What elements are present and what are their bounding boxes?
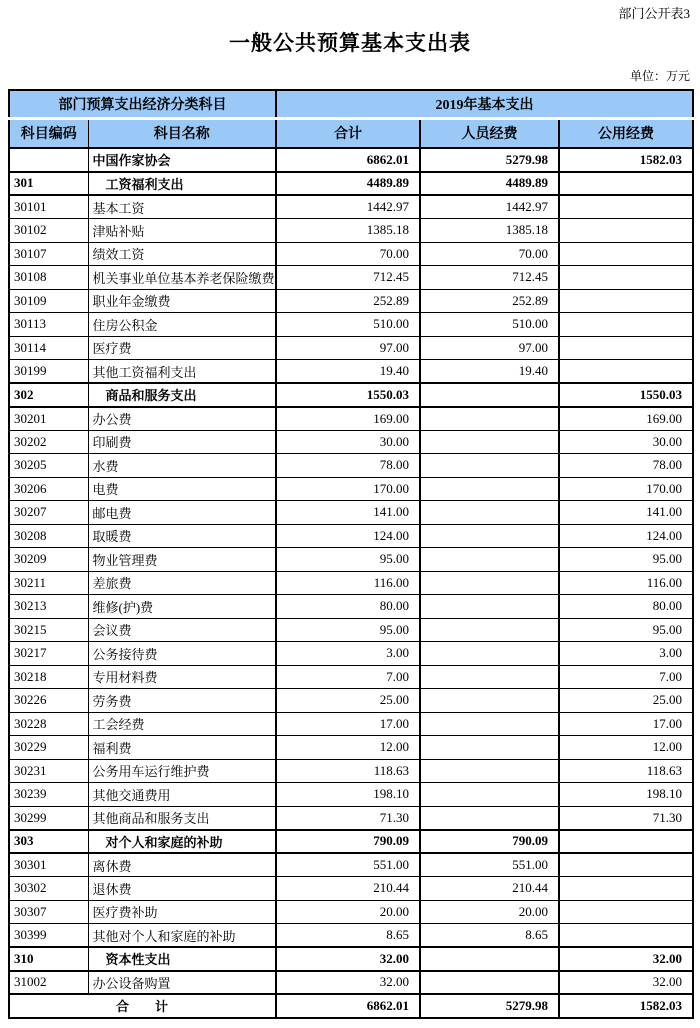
cell-subject-name: 办公设备购置: [88, 971, 276, 995]
cell-public-amount: [559, 172, 693, 196]
table-header: [9, 90, 693, 148]
cell-subject-name: 物业管理费: [88, 548, 276, 572]
table-row: [9, 595, 693, 619]
cell-total-amount: 1550.03: [276, 383, 420, 407]
table-row: [9, 642, 693, 666]
cell-personnel-amount: [420, 736, 559, 760]
cell-total-amount: 1442.97: [276, 195, 420, 219]
cell-public-amount: [559, 242, 693, 266]
header-col-personnel: 人员经费: [420, 118, 559, 148]
cell-public-amount: [559, 313, 693, 337]
cell-personnel-amount: [420, 947, 559, 971]
cell-public-amount: [559, 853, 693, 877]
cell-subject-code: 30109: [9, 289, 88, 313]
cell-public-amount: 80.00: [559, 595, 693, 619]
cell-total-amount: 118.63: [276, 759, 420, 783]
cell-subject-name: 工会经费: [88, 712, 276, 736]
cell-personnel-amount: [420, 665, 559, 689]
cell-public-amount: [559, 289, 693, 313]
cell-subject-code: 303: [9, 830, 88, 854]
cell-subject-code: 301: [9, 172, 88, 196]
cell-personnel-amount: 1385.18: [420, 219, 559, 243]
cell-personnel-amount: [420, 595, 559, 619]
cell-subject-code: 30113: [9, 313, 88, 337]
cell-subject-name: 办公费: [88, 407, 276, 431]
cell-subject-code: 30307: [9, 900, 88, 924]
cell-total-amount: 170.00: [276, 477, 420, 501]
cell-subject-name: 工资福利支出: [88, 172, 276, 196]
cell-subject-name: 退休费: [88, 877, 276, 901]
table-row: [9, 665, 693, 689]
cell-public-amount: [559, 877, 693, 901]
cell-personnel-amount: [420, 759, 559, 783]
cell-subject-name: 专用材料费: [88, 665, 276, 689]
cell-subject-code: 30218: [9, 665, 88, 689]
table-row: [9, 736, 693, 760]
cell-public-amount: 1582.03: [559, 994, 693, 1018]
cell-total-amount: 71.30: [276, 806, 420, 830]
cell-subject-name: 公务用车运行维护费: [88, 759, 276, 783]
cell-subject-code: [9, 148, 88, 172]
table-row: [9, 877, 693, 901]
cell-public-amount: [559, 830, 693, 854]
table-row: [9, 900, 693, 924]
cell-public-amount: 1550.03: [559, 383, 693, 407]
table-row: [9, 172, 693, 196]
cell-total-amount: 141.00: [276, 501, 420, 525]
cell-public-amount: 7.00: [559, 665, 693, 689]
cell-public-amount: 3.00: [559, 642, 693, 666]
cell-total-amount: 8.65: [276, 924, 420, 948]
cell-subject-code: 310: [9, 947, 88, 971]
table-row: [9, 242, 693, 266]
table-row: [9, 830, 693, 854]
cell-public-amount: [559, 360, 693, 384]
cell-total-amount: 1385.18: [276, 219, 420, 243]
cell-public-amount: 30.00: [559, 430, 693, 454]
cell-total-amount: 790.09: [276, 830, 420, 854]
cell-personnel-amount: [420, 454, 559, 478]
cell-subject-name: 津贴补贴: [88, 219, 276, 243]
cell-subject-code: 30301: [9, 853, 88, 877]
header-group-row: [9, 90, 693, 118]
cell-personnel-amount: 551.00: [420, 853, 559, 877]
table-row: [9, 712, 693, 736]
cell-personnel-amount: 97.00: [420, 336, 559, 360]
table-row: [9, 148, 693, 172]
cell-subject-name: 公务接待费: [88, 642, 276, 666]
cell-total-amount: 25.00: [276, 689, 420, 713]
cell-public-amount: 1582.03: [559, 148, 693, 172]
table-row: [9, 266, 693, 290]
cell-subject-name: 机关事业单位基本养老保险缴费: [88, 266, 276, 290]
table-row: [9, 477, 693, 501]
cell-subject-name: 合 计: [9, 994, 276, 1018]
table-row: [9, 947, 693, 971]
cell-total-amount: 20.00: [276, 900, 420, 924]
table-row: [9, 548, 693, 572]
cell-public-amount: 17.00: [559, 712, 693, 736]
cell-public-amount: [559, 195, 693, 219]
cell-total-amount: 510.00: [276, 313, 420, 337]
cell-subject-code: 30217: [9, 642, 88, 666]
cell-personnel-amount: [420, 712, 559, 736]
cell-personnel-amount: [420, 501, 559, 525]
cell-total-amount: 32.00: [276, 971, 420, 995]
table-row: [9, 783, 693, 807]
cell-public-amount: 12.00: [559, 736, 693, 760]
cell-public-amount: [559, 900, 693, 924]
cell-personnel-amount: [420, 477, 559, 501]
cell-personnel-amount: [420, 971, 559, 995]
table-row: [9, 360, 693, 384]
cell-subject-name: 离休费: [88, 853, 276, 877]
cell-total-amount: 30.00: [276, 430, 420, 454]
cell-subject-name: 其他工资福利支出: [88, 360, 276, 384]
header-col-total: 合计: [276, 118, 420, 148]
cell-public-amount: 32.00: [559, 971, 693, 995]
cell-public-amount: 169.00: [559, 407, 693, 431]
cell-public-amount: [559, 924, 693, 948]
cell-subject-name: 电费: [88, 477, 276, 501]
cell-subject-name: 取暖费: [88, 524, 276, 548]
cell-personnel-amount: 5279.98: [420, 994, 559, 1018]
cell-personnel-amount: 5279.98: [420, 148, 559, 172]
cell-public-amount: [559, 336, 693, 360]
cell-subject-code: 30114: [9, 336, 88, 360]
cell-personnel-amount: [420, 383, 559, 407]
table-row: [9, 336, 693, 360]
cell-personnel-amount: [420, 407, 559, 431]
cell-subject-code: 30101: [9, 195, 88, 219]
cell-total-amount: 7.00: [276, 665, 420, 689]
cell-subject-code: 30215: [9, 618, 88, 642]
cell-total-amount: 6862.01: [276, 994, 420, 1018]
header-group-left: 部门预算支出经济分类科目: [9, 90, 276, 118]
cell-total-amount: 4489.89: [276, 172, 420, 196]
cell-public-amount: 25.00: [559, 689, 693, 713]
cell-personnel-amount: 790.09: [420, 830, 559, 854]
cell-subject-name: 对个人和家庭的补助: [88, 830, 276, 854]
cell-subject-code: 30209: [9, 548, 88, 572]
cell-subject-name: 福利费: [88, 736, 276, 760]
cell-total-amount: 70.00: [276, 242, 420, 266]
cell-subject-code: 30205: [9, 454, 88, 478]
cell-public-amount: 116.00: [559, 571, 693, 595]
cell-personnel-amount: [420, 783, 559, 807]
cell-personnel-amount: 20.00: [420, 900, 559, 924]
table-row: [9, 219, 693, 243]
cell-total-amount: 3.00: [276, 642, 420, 666]
cell-subject-name: 劳务费: [88, 689, 276, 713]
cell-total-amount: 32.00: [276, 947, 420, 971]
cell-subject-code: 30199: [9, 360, 88, 384]
table-body: [9, 148, 693, 1018]
table-row: [9, 994, 693, 1018]
cell-total-amount: 6862.01: [276, 148, 420, 172]
cell-total-amount: 12.00: [276, 736, 420, 760]
table-row: [9, 971, 693, 995]
cell-public-amount: 32.00: [559, 947, 693, 971]
table-row: [9, 195, 693, 219]
cell-subject-name: 差旅费: [88, 571, 276, 595]
cell-public-amount: 170.00: [559, 477, 693, 501]
cell-subject-name: 医疗费补助: [88, 900, 276, 924]
cell-subject-code: 30107: [9, 242, 88, 266]
unit-label: 单位：万元: [629, 69, 690, 83]
cell-personnel-amount: [420, 548, 559, 572]
cell-public-amount: 198.10: [559, 783, 693, 807]
table-row: [9, 313, 693, 337]
header-columns-row: [9, 118, 693, 148]
cell-public-amount: 118.63: [559, 759, 693, 783]
table-row: [9, 759, 693, 783]
table-row: [9, 924, 693, 948]
cell-total-amount: 252.89: [276, 289, 420, 313]
table-row: [9, 430, 693, 454]
cell-total-amount: 17.00: [276, 712, 420, 736]
cell-subject-code: 30201: [9, 407, 88, 431]
table-row: [9, 407, 693, 431]
cell-personnel-amount: [420, 571, 559, 595]
cell-personnel-amount: [420, 689, 559, 713]
cell-personnel-amount: 4489.89: [420, 172, 559, 196]
table-row: [9, 454, 693, 478]
cell-subject-code: 30202: [9, 430, 88, 454]
cell-subject-name: 印刷费: [88, 430, 276, 454]
cell-public-amount: [559, 219, 693, 243]
cell-public-amount: 141.00: [559, 501, 693, 525]
cell-total-amount: 97.00: [276, 336, 420, 360]
cell-subject-name: 会议费: [88, 618, 276, 642]
cell-public-amount: 95.00: [559, 548, 693, 572]
budget-table: [8, 89, 694, 1019]
cell-total-amount: 80.00: [276, 595, 420, 619]
cell-total-amount: 19.40: [276, 360, 420, 384]
header-group-right: 2019年基本支出: [276, 90, 693, 118]
header-col-code: 科目编码: [9, 118, 88, 148]
cell-total-amount: 712.45: [276, 266, 420, 290]
cell-personnel-amount: 8.65: [420, 924, 559, 948]
cell-total-amount: 95.00: [276, 548, 420, 572]
cell-personnel-amount: 70.00: [420, 242, 559, 266]
cell-subject-code: 30207: [9, 501, 88, 525]
cell-personnel-amount: [420, 618, 559, 642]
cell-subject-code: 30229: [9, 736, 88, 760]
table-row: [9, 524, 693, 548]
cell-total-amount: 198.10: [276, 783, 420, 807]
cell-subject-code: 30231: [9, 759, 88, 783]
cell-subject-code: 30108: [9, 266, 88, 290]
cell-subject-code: 30206: [9, 477, 88, 501]
cell-subject-name: 维修(护)费: [88, 595, 276, 619]
header-col-public: 公用经费: [559, 118, 693, 148]
cell-subject-name: 职业年金缴费: [88, 289, 276, 313]
cell-subject-code: 30228: [9, 712, 88, 736]
cell-total-amount: 95.00: [276, 618, 420, 642]
table-row: [9, 571, 693, 595]
cell-total-amount: 78.00: [276, 454, 420, 478]
cell-personnel-amount: [420, 524, 559, 548]
cell-subject-name: 资本性支出: [88, 947, 276, 971]
cell-personnel-amount: 1442.97: [420, 195, 559, 219]
cell-public-amount: 78.00: [559, 454, 693, 478]
cell-subject-name: 其他商品和服务支出: [88, 806, 276, 830]
cell-subject-name: 医疗费: [88, 336, 276, 360]
cell-subject-code: 30102: [9, 219, 88, 243]
cell-subject-code: 30226: [9, 689, 88, 713]
cell-total-amount: 169.00: [276, 407, 420, 431]
cell-subject-name: 邮电费: [88, 501, 276, 525]
table-row: [9, 806, 693, 830]
cell-subject-code: 30208: [9, 524, 88, 548]
table-row: [9, 501, 693, 525]
cell-public-amount: [559, 266, 693, 290]
table-row: [9, 853, 693, 877]
cell-subject-name: 商品和服务支出: [88, 383, 276, 407]
cell-personnel-amount: [420, 642, 559, 666]
cell-subject-name: 绩效工资: [88, 242, 276, 266]
cell-subject-code: 302: [9, 383, 88, 407]
cell-public-amount: 124.00: [559, 524, 693, 548]
cell-subject-code: 31002: [9, 971, 88, 995]
cell-subject-name: 基本工资: [88, 195, 276, 219]
cell-subject-code: 30399: [9, 924, 88, 948]
cell-personnel-amount: 712.45: [420, 266, 559, 290]
table-row: [9, 383, 693, 407]
cell-personnel-amount: 19.40: [420, 360, 559, 384]
table-row: [9, 618, 693, 642]
cell-personnel-amount: 210.44: [420, 877, 559, 901]
cell-subject-code: 30302: [9, 877, 88, 901]
cell-total-amount: 116.00: [276, 571, 420, 595]
cell-personnel-amount: [420, 430, 559, 454]
cell-public-amount: 71.30: [559, 806, 693, 830]
cell-public-amount: 95.00: [559, 618, 693, 642]
cell-subject-name: 中国作家协会: [88, 148, 276, 172]
cell-personnel-amount: 252.89: [420, 289, 559, 313]
cell-total-amount: 210.44: [276, 877, 420, 901]
cell-subject-name: 其他交通费用: [88, 783, 276, 807]
table-row: [9, 689, 693, 713]
header-col-name: 科目名称: [88, 118, 276, 148]
cell-subject-name: 水费: [88, 454, 276, 478]
cell-personnel-amount: [420, 806, 559, 830]
cell-subject-code: 30211: [9, 571, 88, 595]
cell-subject-name: 住房公积金: [88, 313, 276, 337]
cell-subject-code: 30239: [9, 783, 88, 807]
table-row: [9, 289, 693, 313]
cell-personnel-amount: 510.00: [420, 313, 559, 337]
cell-subject-code: 30299: [9, 806, 88, 830]
cell-total-amount: 551.00: [276, 853, 420, 877]
cell-total-amount: 124.00: [276, 524, 420, 548]
corner-label: 部门公开表3: [618, 6, 690, 21]
cell-subject-code: 30213: [9, 595, 88, 619]
page-title: 一般公共预算基本支出表: [229, 32, 471, 55]
cell-subject-name: 其他对个人和家庭的补助: [88, 924, 276, 948]
